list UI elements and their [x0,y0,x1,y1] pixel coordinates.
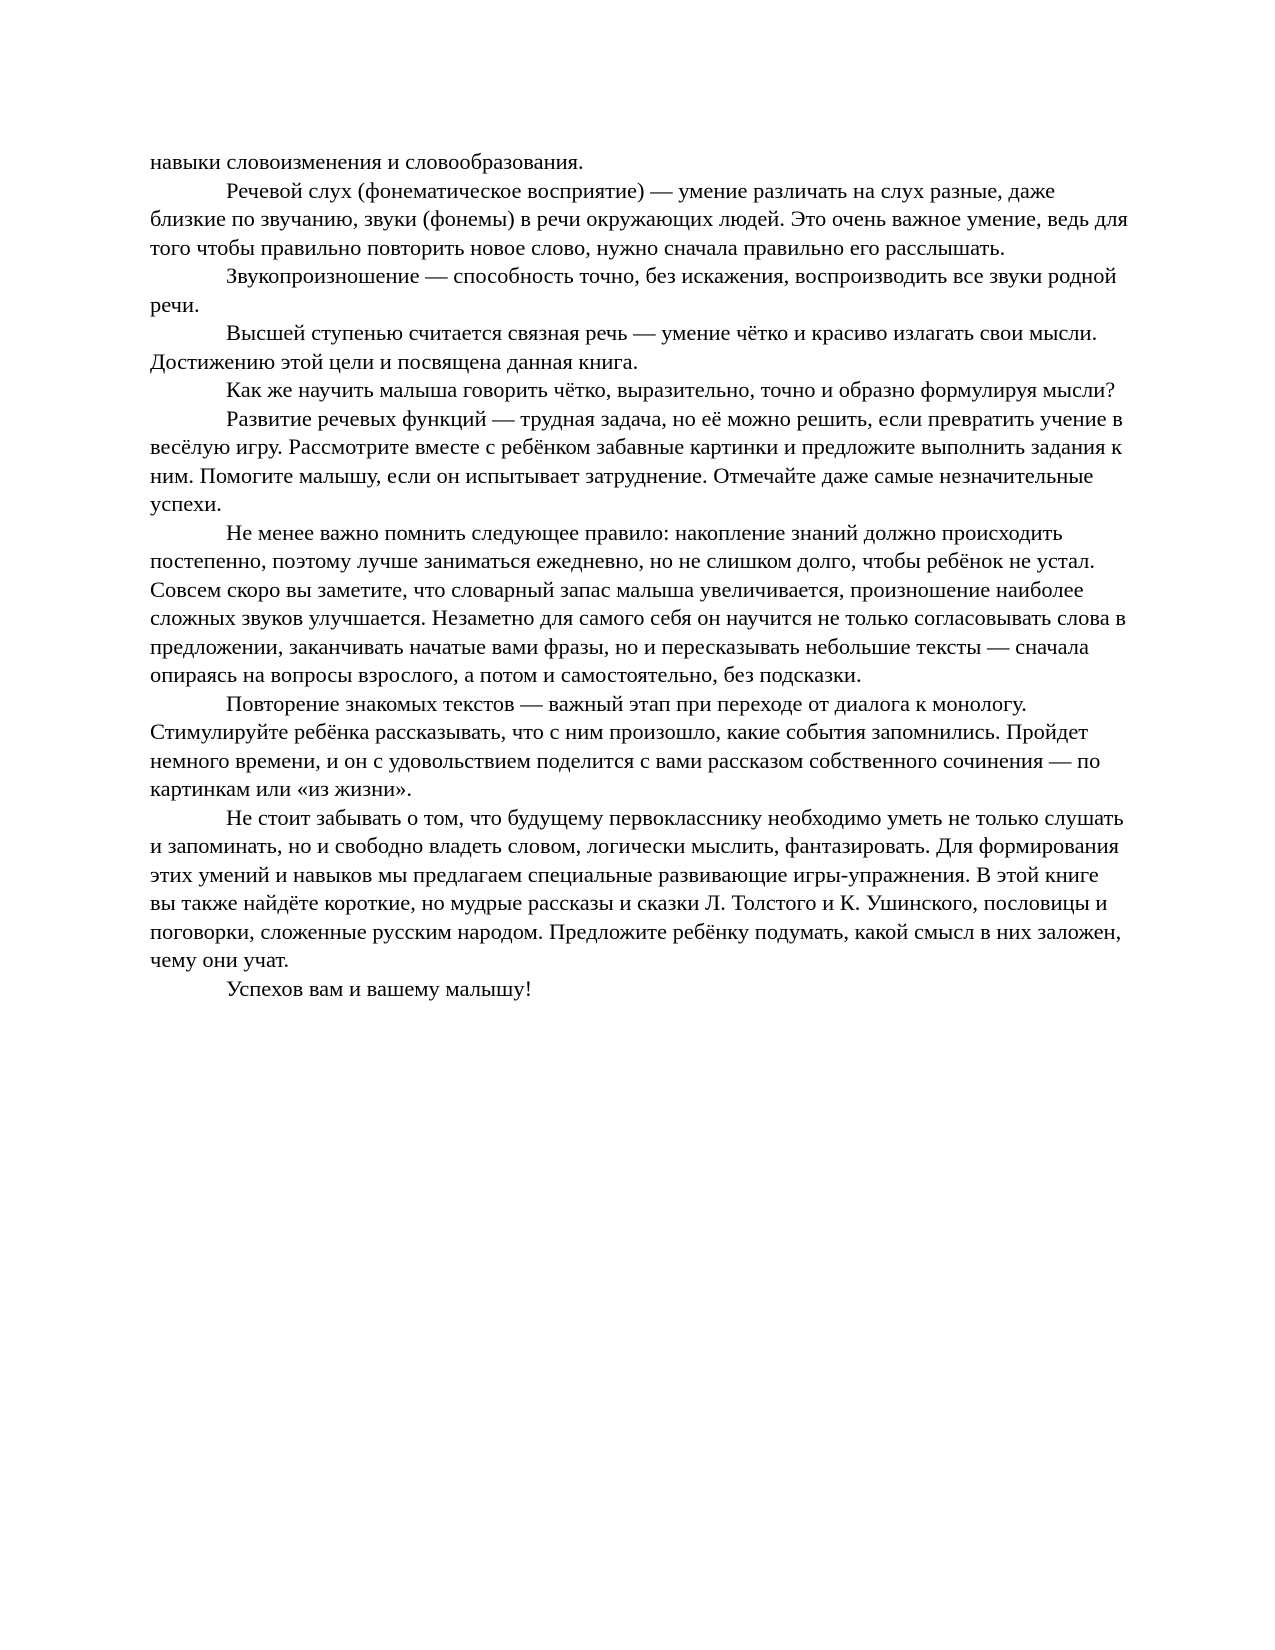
paragraph-continuation: навыки словоизменения и словообразования. [150,149,584,174]
paragraph-skills: Не стоит забывать о том, что будущему первокласснику необходимо уметь не только слушать и запоминать, но и свободно владеть словом, логически мыслить, фантазировать. Для формирования этих умений и навыков мы предлагаем специальные развивающие игры-упражнения. В этой книге вы также найдёте короткие, но мудрые рассказы и сказки Л. Толстого и К. Ушинского, пословицы и поговорки, сложенные русским народом. Предложите ребёнку подумать, какой смысл в них заложен, чему они учат. [150,804,1124,972]
paragraph-rule: Не менее важно помнить следующее правило: накопление знаний должно происходить постепенно, поэтому лучше заниматься ежедневно, но не слишком долго, чтобы ребёнок не устал. Совсем скоро вы заметите, что словарный запас малыша увеличивается, произношение наиболее сложных звуков улучшается. Незаметно для самого себя он научится не только согласовывать слова в предложении, заканчивать начатые вами фразы, но и пересказывать небольшие тексты — сначала опираясь на вопросы взрослого, а потом и самостоятельно, без подсказки. [150,519,1126,687]
paragraph-speech-development: Развитие речевых функций — трудная задача, но её можно решить, если превратить учение в весёлую игру. Рассмотрите вместе с ребёнком забавные картинки и предложите выполнить задания к ним. Помогите малышу, если он испытывает затруднение. Отмечайте даже самые незначительные успехи. [150,405,1123,516]
paragraph-phonemic-hearing: Речевой слух (фонематическое восприятие) — умение различать на слух разные, даже близкие по звучанию, звуки (фонемы) в речи окружающих людей. Это очень важное умение, ведь для того чтобы правильно повторить новое слово, нужно сначала правильно его расслышать. [150,177,1128,260]
paragraph-pronunciation: Звукопроизношение — способность точно, без искажения, воспроизводить все звуки родной речи. [150,263,1117,317]
paragraph-coherent-speech: Высшей ступенью считается связная речь — умение чётко и красиво излагать свои мысли. Достижению этой цели и посвящена данная книга. [150,320,1098,374]
body-text [150,148,1130,1003]
paragraph-repetition: Повторение знакомых текстов — важный этап при переходе от диалога к монологу. Стимулируйте ребёнка рассказывать, что с ним произошло, какие события запомнились. Пройдет немного времени, и он с удовольствием поделится с вами рассказом собственного сочинения — по картинкам или «из жизни». [150,690,1101,801]
paragraph-closing-wish: Успехов вам и вашему малышу! [226,975,533,1001]
paragraph-question: Как же научить малыша говорить чётко, выразительно, точно и образно формулируя мысли? [226,377,1116,402]
